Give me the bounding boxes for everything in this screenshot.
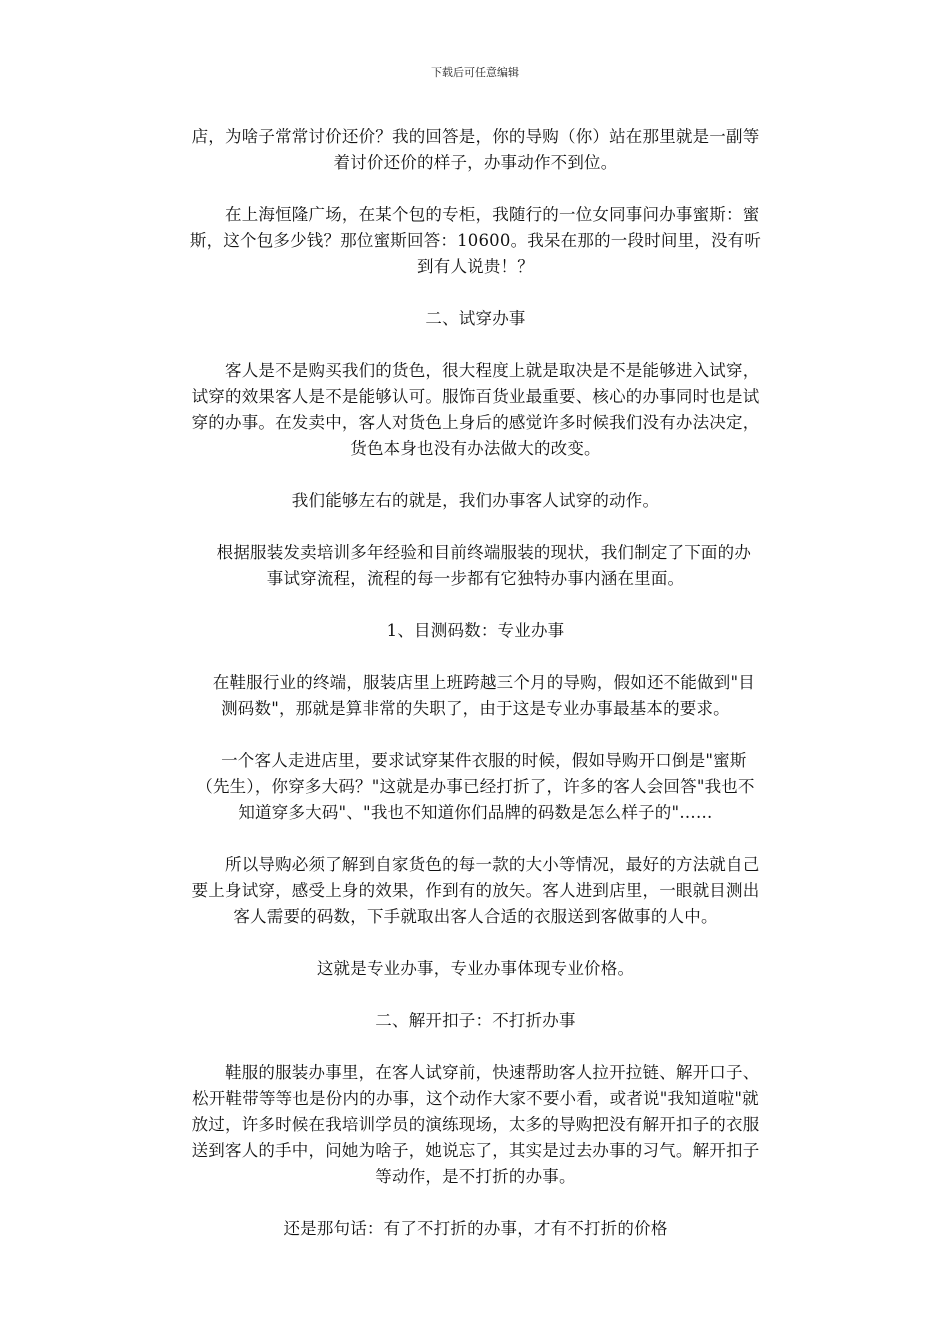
section-heading: 1、目测码数：专业办事 — [386, 621, 565, 640]
paragraph: 在鞋服行业的终端，服装店里上班跨越三个月的导购，假如还不能做到"目 测码数"，那就是算非常的失职了，由于这是专业办事最基本的要求。 — [212, 673, 755, 718]
section-heading: 二、试穿办事 — [425, 309, 526, 328]
paragraph: 在上海恒隆广场，在某个包的专柜，我随行的一位女同事问办事蜜斯：蜜 斯，这个包多少钱？那位蜜斯回答：10600。我呆在那的一段时间里，没有听 到有人说贵！？ — [189, 205, 762, 276]
paragraph: 客人是不是购买我们的货色，很大程度上就是取决是不是能够进入试穿， 试穿的效果客人是不是能够认可。服饰百货业最重要、核心的办事同时也是试 穿的办事。在发卖中，客人对货色上身后的感觉许多时候我们没有办法决定， 货色本身也没有办法做大的改变。 — [191, 361, 760, 458]
paragraph: 还是那句话：有了不打折的办事，才有不打折的价格 — [283, 1219, 668, 1238]
paragraph: 这就是专业办事，专业办事体现专业价格。 — [316, 959, 635, 978]
paragraph: 所以导购必须了解到自家货色的每一款的大小等情况，最好的方法就自己 要上身试穿，感受上身的效果，作到有的放矢。客人进到店里，一眼就目测出 客人需要的码数，下手就取出客人合适的衣服送到客做事的人中。 — [191, 855, 760, 926]
paragraph: 店，为啥子常常讨价还价？我的回答是，你的导购（你）站在那里就是一副等 着讨价还价的样子，办事动作不到位。 — [191, 127, 760, 172]
paragraph: 一个客人走进店里，要求试穿某件衣服的时候，假如导购开口倒是"蜜斯 （先生），你穿多大码？"这就是办事已经打折了，许多的客人会回答"我也不 知道穿多大码"、"我也不知道你们品牌的码数是怎么样子的"…… — [196, 751, 755, 822]
paragraph: 根据服装发卖培训多年经验和目前终端服装的现状，我们制定了下面的办 事试穿流程，流程的每一步都有它独特办事内涵在里面。 — [216, 543, 752, 588]
paragraph: 我们能够左右的就是，我们办事客人试穿的动作。 — [291, 491, 660, 510]
document-body — [148, 124, 803, 1268]
paragraph: 鞋服的服装办事里，在客人试穿前，快速帮助客人拉开拉链、解开口子、 松开鞋带等等也是份内的办事，这个动作大家不要小看，或者说"我知道啦"就 放过，许多时候在我培训学员的演练现场，太多的导购把没有解开扣子的衣服 送到客人的手中，问她为啥子，她说忘了，其实是过去办事的习气。解开扣子 等动作，是不打折的办事。 — [191, 1063, 760, 1186]
page-header: 下载后可任意编辑 — [431, 66, 519, 79]
section-heading: 二、解开扣子：不打折办事 — [375, 1011, 576, 1030]
